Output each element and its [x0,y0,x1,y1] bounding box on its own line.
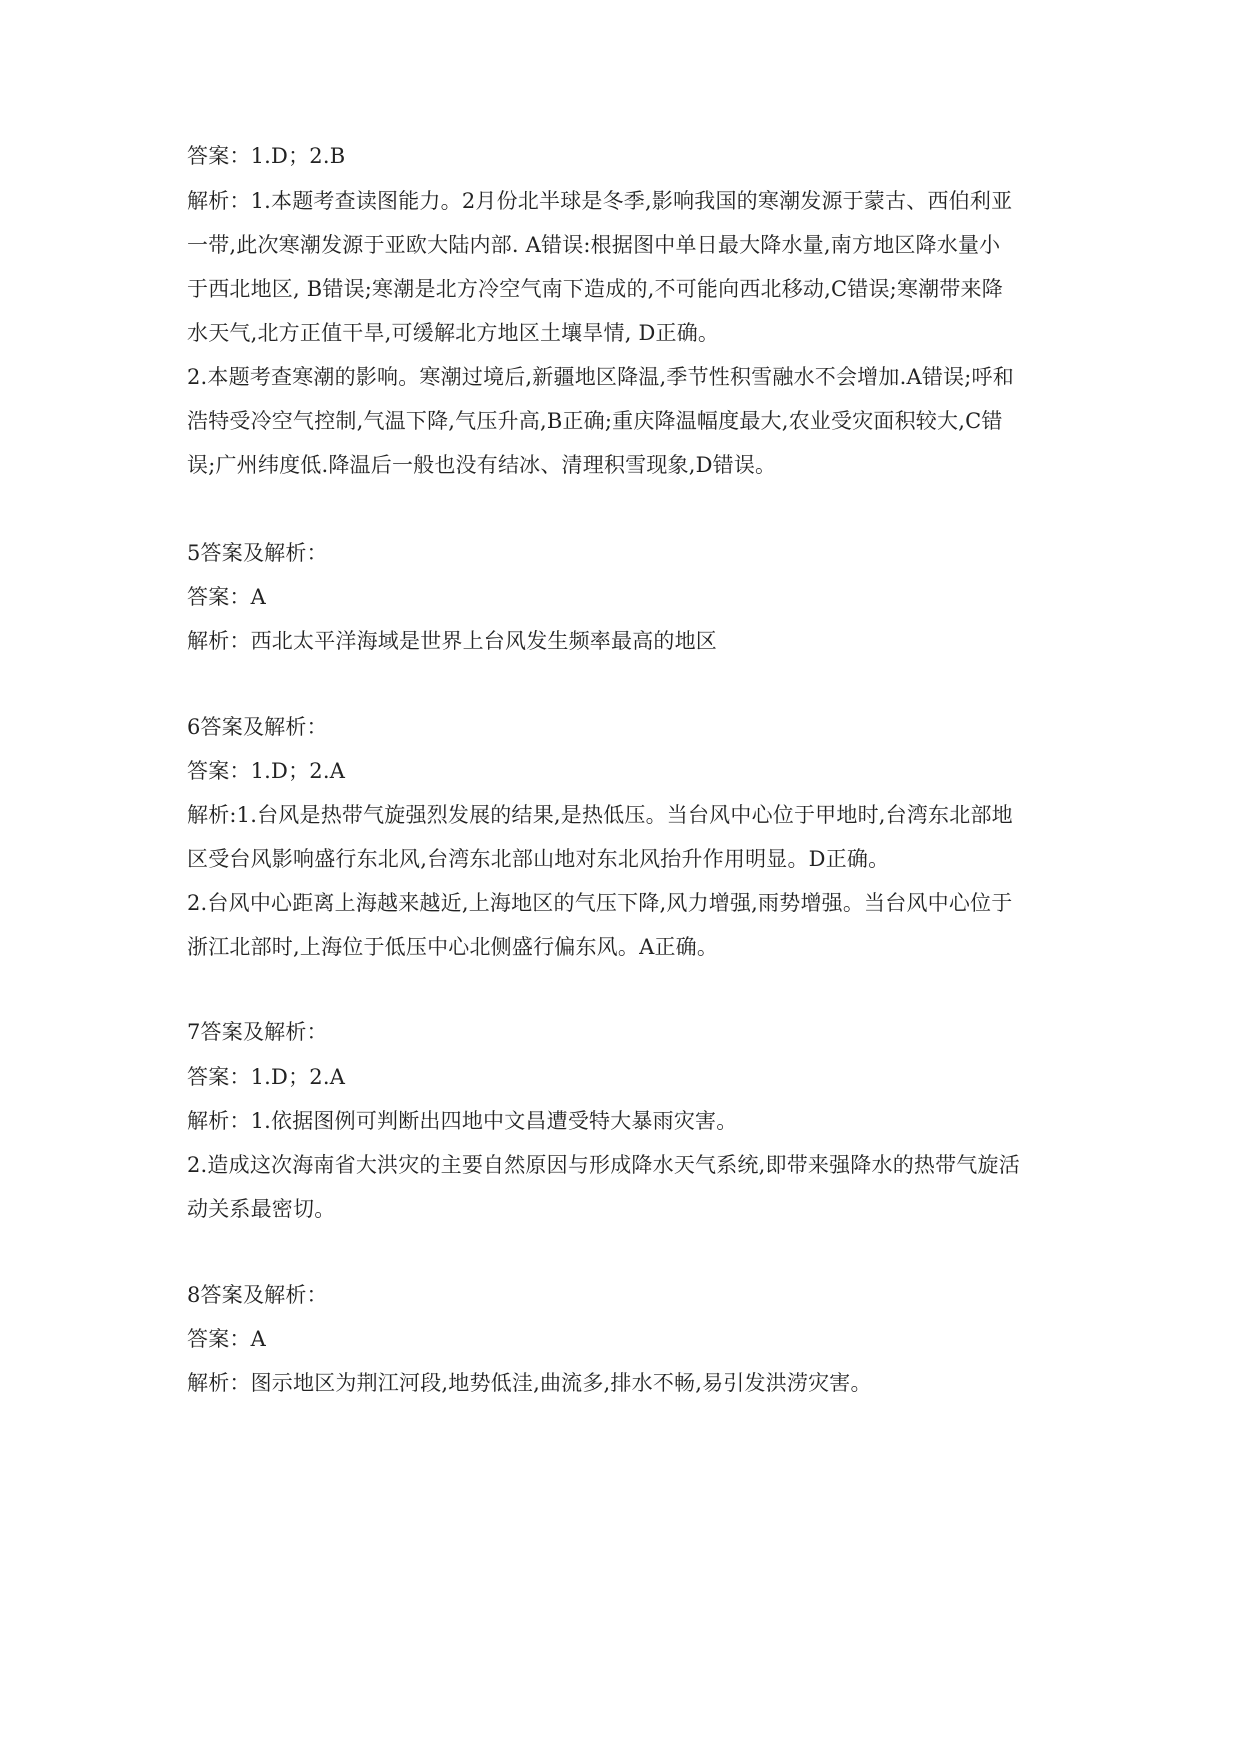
section-heading: 8答案及解析： [187,1283,328,1307]
analysis-line: 解析:1.台风是热带气旋强烈发展的结果,是热低压。当台风中心位于甲地时,台湾东北部地 [187,803,1013,827]
analysis-line: 一带,此次寒潮发源于亚欧大陆内部. A错误:根据图中单日最大降水量,南方地区降水量小 [187,233,1001,257]
answer-line: 答案：A [187,585,266,609]
section-heading: 5答案及解析： [187,541,328,565]
answer-line: 答案：1.D；2.A [187,1065,346,1089]
analysis-line: 2.台风中心距离上海越来越近,上海地区的气压下降,风力增强,雨势增强。当台风中心位于 [187,891,1013,915]
analysis-line: 于西北地区, B错误;寒潮是北方冷空气南下造成的,不可能向西北移动,C错误;寒潮带来降 [187,277,1003,301]
analysis-line: 浩特受冷空气控制,气温下降,气压升高,B正确;重庆降温幅度最大,农业受灾面积较大,C错 [187,409,1003,433]
analysis-line: 水天气,北方正值干旱,可缓解北方地区土壤旱情, D正确。 [187,321,720,345]
analysis-line: 区受台风影响盛行东北风,台湾东北部山地对东北风抬升作用明显。D正确。 [187,847,890,871]
answer-line: 答案：A [187,1327,266,1351]
analysis-line: 解析：西北太平洋海域是世界上台风发生频率最高的地区 [187,629,717,653]
analysis-line: 解析：1.本题考查读图能力。2月份北半球是冬季,影响我国的寒潮发源于蒙古、西伯利亚 [187,189,1013,213]
analysis-line: 浙江北部时,上海位于低压中心北侧盛行偏东风。A正确。 [187,935,719,959]
analysis-line: 2.本题考查寒潮的影响。寒潮过境后,新疆地区降温,季节性积雪融水不会增加.A错误;呼和 [187,365,1014,389]
analysis-line: 解析：图示地区为荆江河段,地势低洼,曲流多,排水不畅,易引发洪涝灾害。 [187,1371,872,1395]
section-heading: 6答案及解析： [187,715,328,739]
analysis-line: 解析：1.依据图例可判断出四地中文昌遭受特大暴雨灾害。 [187,1109,738,1133]
answer-line: 答案：1.D；2.B [187,144,346,168]
answer-line: 答案：1.D；2.A [187,759,346,783]
analysis-line: 误;广州纬度低.降温后一般也没有结冰、清理积雪现象,D错误。 [187,453,777,477]
section-heading: 7答案及解析： [187,1020,328,1044]
analysis-line: 动关系最密切。 [187,1197,336,1221]
analysis-line: 2.造成这次海南省大洪灾的主要自然原因与形成降水天气系统,即带来强降水的热带气旋活 [187,1153,1020,1177]
